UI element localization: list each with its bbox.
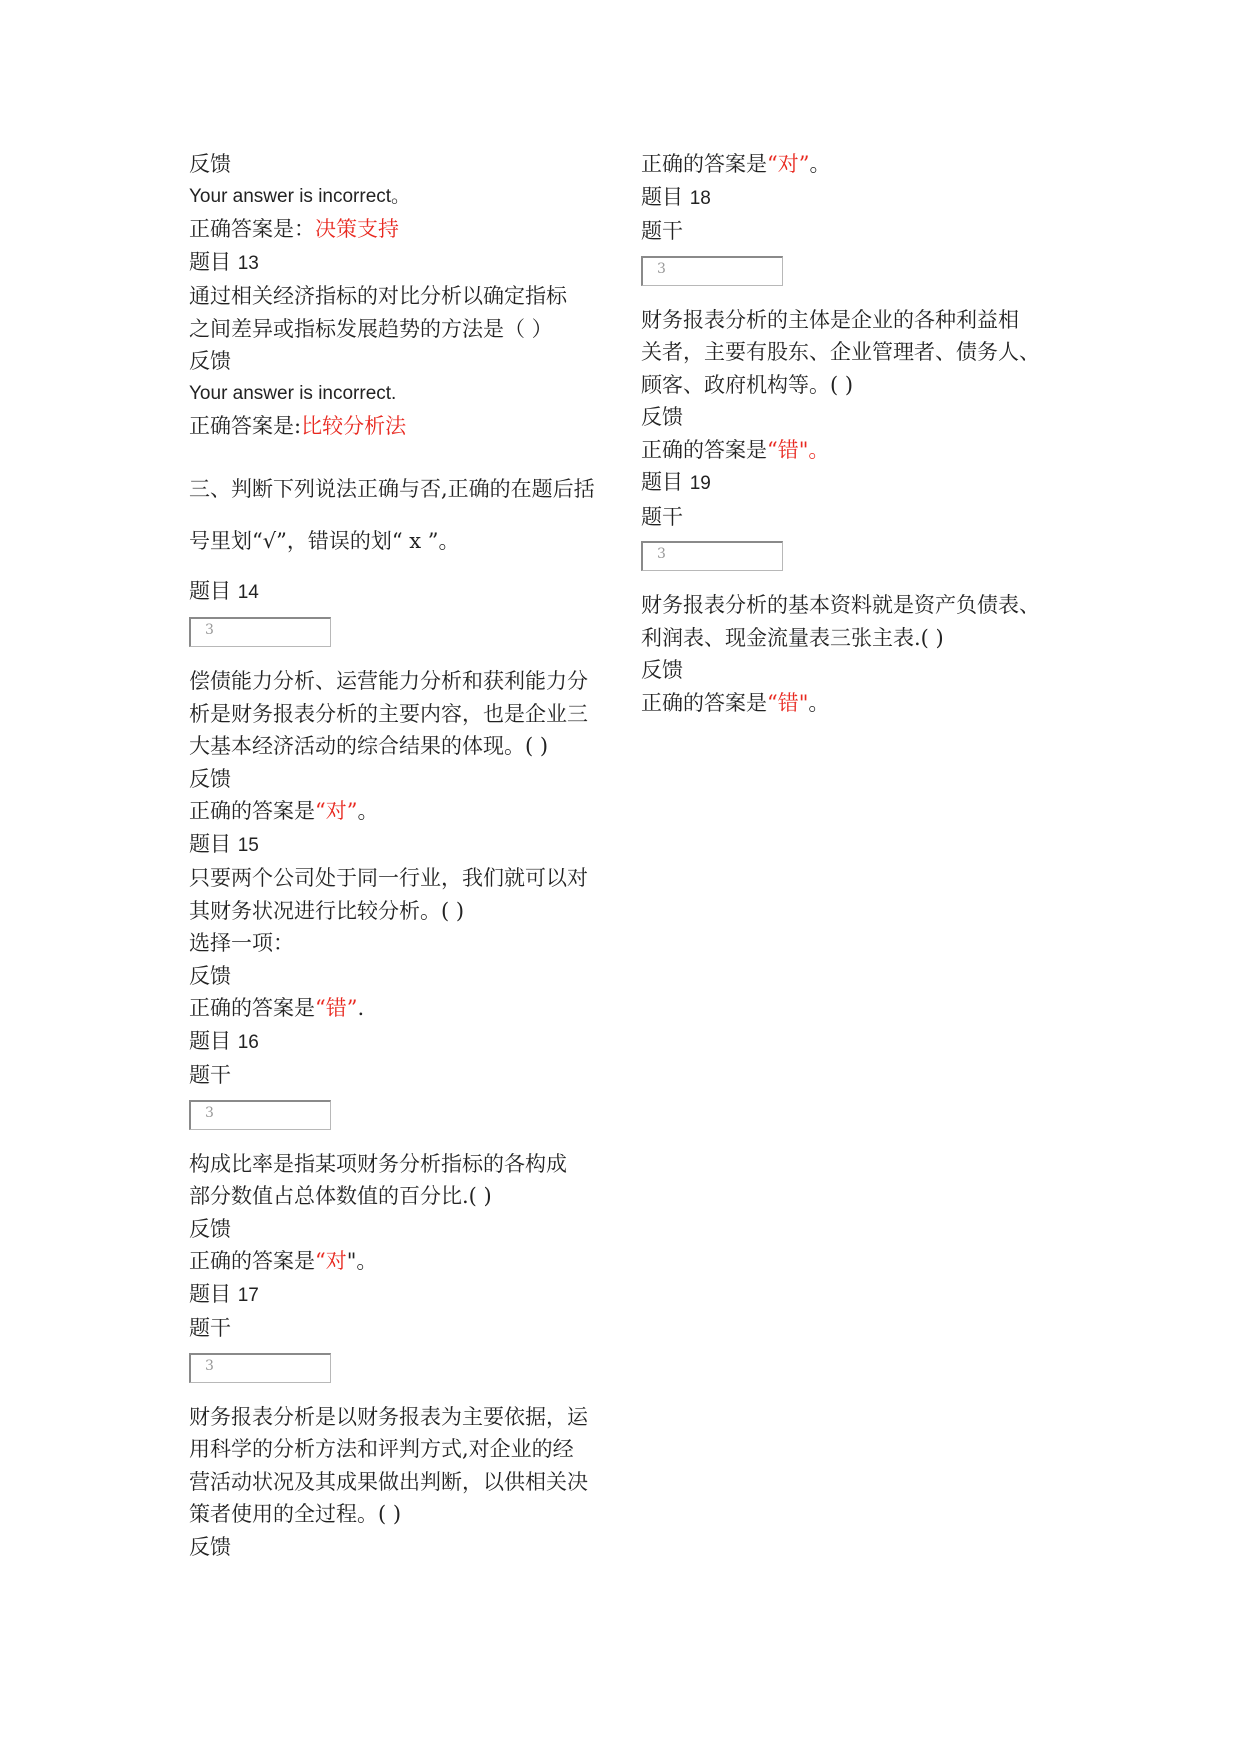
question-title: [189, 1278, 619, 1313]
question-text: 关者，主要有股东、企业管理者、债务人、: [641, 340, 1040, 364]
section-heading: 三、判断下列说法正确与否,正确的在题后括: [189, 476, 595, 501]
question-text: 大基本经济活动的综合结果的体现。( ): [189, 734, 549, 758]
stem-label: 题干: [641, 219, 683, 243]
question-title-prefix: 题目: [189, 1028, 231, 1053]
answer-value: “错"。: [767, 437, 830, 462]
question-title: [189, 575, 619, 610]
feedback-label: 反馈: [189, 152, 231, 176]
stem-label: 题干: [189, 1063, 231, 1087]
question-number: 16: [237, 1031, 259, 1053]
question-title-prefix: 题目: [189, 578, 231, 603]
question-text: 利润表、现金流量表三张主表.( ): [641, 625, 944, 650]
answer-prefix: 正确的答案是: [189, 996, 315, 1020]
question-text: 顾客、政府机构等。( ): [641, 372, 854, 397]
feedback-label: 反馈: [189, 1216, 231, 1241]
stem-label: 题干: [641, 504, 683, 529]
answer-value: “对: [315, 1249, 347, 1273]
answer-value: “对”: [767, 152, 810, 176]
feedback-label: 反馈: [641, 405, 683, 429]
answer-input[interactable]: 3: [189, 1100, 331, 1130]
question-number: 17: [237, 1284, 259, 1306]
stem-label: 题干: [189, 1316, 231, 1340]
incorrect-message: Your answer is incorrect.: [189, 382, 397, 404]
answer-prefix: 正确的答案是: [189, 799, 315, 823]
question-title: [189, 246, 619, 281]
question-number: 13: [237, 252, 259, 274]
question-title: [641, 181, 1071, 216]
answer-value: “错": [767, 690, 809, 715]
question-text: 偿债能力分析、运营能力分析和获利能力分: [189, 669, 588, 693]
correct-answer-line: [189, 795, 619, 828]
feedback-label: 反馈: [189, 963, 231, 988]
question-title: [189, 828, 619, 863]
incorrect-message: Your answer is incorrect。: [189, 185, 411, 207]
answer-input[interactable]: 3: [641, 256, 783, 286]
question-number: 15: [237, 834, 259, 856]
feedback-label: 反馈: [189, 349, 231, 373]
question-text: 营活动状况及其成果做出判断，以供相关决: [189, 1469, 588, 1494]
answer-value: 比较分析法: [301, 414, 407, 438]
question-text: 其财务状况进行比较分析。( ): [189, 898, 465, 923]
question-text: 部分数值占总体数值的百分比.( ): [189, 1184, 492, 1208]
answer-suffix: 。: [808, 690, 830, 715]
question-number: 19: [689, 473, 711, 494]
question-text: 通过相关经济指标的对比分析以确定指标: [189, 284, 567, 308]
answer-input[interactable]: 3: [189, 617, 331, 647]
question-title-prefix: 题目: [189, 831, 231, 856]
correct-answer-line: [641, 148, 1071, 181]
correct-answer-line: [189, 213, 619, 246]
answer-value: 决策支持: [315, 217, 399, 241]
feedback-label: 反馈: [641, 658, 683, 682]
answer-prefix: 正确答案是:: [189, 414, 302, 438]
question-title: [189, 1025, 619, 1060]
question-title-prefix: 题目: [189, 249, 231, 274]
answer-suffix: 。: [357, 799, 379, 823]
question-text: 财务报表分析的基本资料就是资产负债表、: [641, 593, 1040, 617]
correct-answer-line: [189, 992, 619, 1025]
answer-input[interactable]: 3: [189, 1353, 331, 1383]
choose-one-label: 选择一项：: [189, 931, 294, 955]
feedback-label: 反馈: [189, 1534, 231, 1559]
answer-suffix: 。: [809, 152, 831, 176]
question-title-prefix: 题目: [641, 184, 683, 209]
answer-suffix: "。: [346, 1249, 378, 1273]
answer-prefix: 正确的答案是: [641, 437, 767, 462]
answer-prefix: 正确的答案是: [641, 690, 767, 715]
right-column: [641, 148, 1071, 719]
question-text: 财务报表分析是以财务报表为主要依据，运: [189, 1404, 588, 1429]
correct-answer-line: [641, 687, 1071, 720]
answer-value: “对”: [315, 799, 358, 823]
question-number: 14: [237, 581, 259, 603]
answer-prefix: 正确的答案是: [189, 1249, 315, 1273]
question-number: 18: [689, 187, 711, 209]
correct-answer-line: [189, 410, 619, 443]
question-text: 策者使用的全过程。( ): [189, 1502, 402, 1526]
question-text: 只要两个公司处于同一行业，我们就可以对: [189, 866, 588, 890]
question-title: [641, 466, 1071, 501]
correct-answer-line: [641, 434, 1071, 467]
question-text: 析是财务报表分析的主要内容，也是企业三: [189, 701, 588, 726]
answer-input[interactable]: 3: [641, 541, 783, 571]
feedback-label: 反馈: [189, 766, 231, 791]
question-text: 构成比率是指某项财务分析指标的各构成: [189, 1151, 567, 1176]
question-title-prefix: 题目: [641, 470, 683, 494]
correct-answer-line: [189, 1245, 619, 1278]
question-text: 用科学的分析方法和评判方式,对企业的经: [189, 1437, 574, 1461]
answer-prefix: 正确答案是：: [189, 217, 315, 241]
answer-suffix: .: [357, 996, 365, 1020]
answer-prefix: 正确的答案是: [641, 152, 767, 176]
section-heading: 号里划“√”，错误的划“ x ”。: [189, 528, 460, 553]
question-text: 之间差异或指标发展趋势的方法是（ ）: [189, 316, 553, 341]
question-title-prefix: 题目: [189, 1281, 231, 1306]
left-column: [189, 148, 619, 1563]
answer-value: “错”: [315, 996, 358, 1020]
question-text: 财务报表分析的主体是企业的各种利益相: [641, 307, 1019, 332]
